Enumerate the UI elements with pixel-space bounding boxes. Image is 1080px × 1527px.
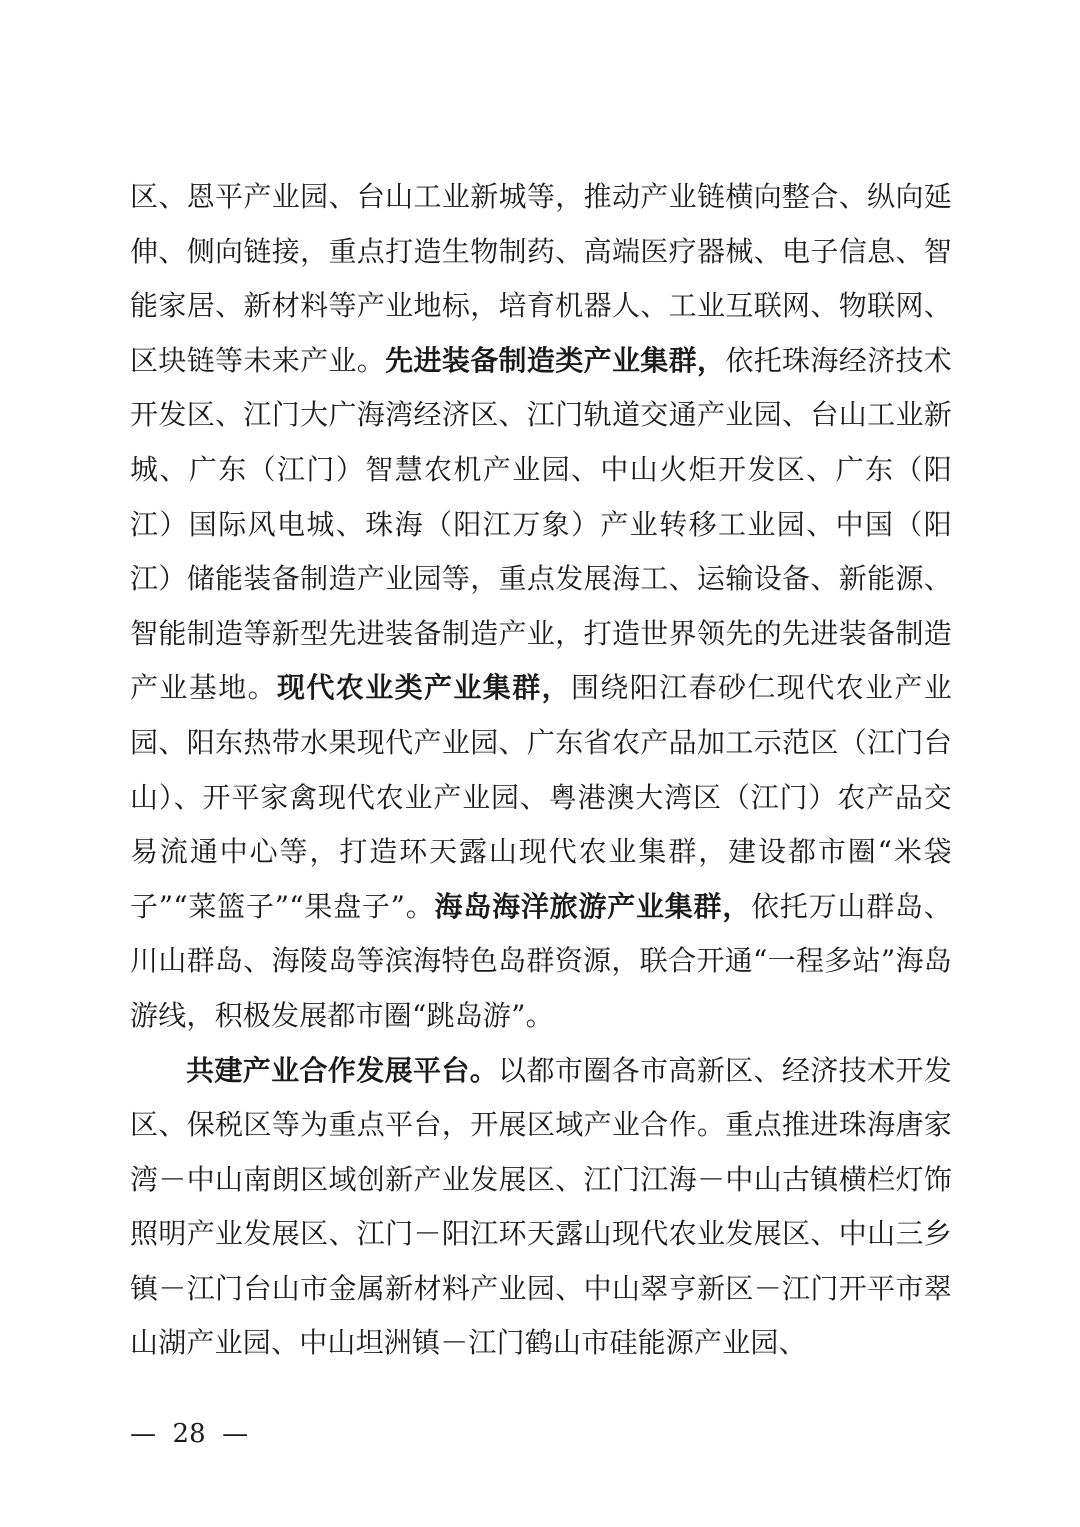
paragraph-1-run-1: 区、恩平产业园、台山工业新城等，推动产业链横向整合、纵向延伸、侧向链接，重点打造生物制药、高端医疗器械、电子信息、智能家居、新材料等产业地标，培育机器人、工业互联网、物联网、区块链等未来产业。 [130,180,952,377]
paragraph-1-run-7: 依托万山群岛、川山群岛、海陵岛等滨海特色岛群资源，联合开通“一程多站”海岛游线，积极发展都市圈“跳岛游”。 [130,889,952,1032]
body-text [130,170,952,1371]
heading-advanced-equipment-cluster: 先进装备制造类产业集群， [385,343,726,377]
paragraph-1-run-5: 围绕阳江春砂仁现代农业产业园、阳东热带水果现代产业园、广东省农产品加工示范区（江门台山）、开平家禽现代农业产业园、粤港澳大湾区（江门）农产品交易流通中心等，打造环天露山现代农业集群，建设都市圈“米袋子”“菜篮子”“果盘子”。 [130,671,952,923]
page-number: — 28 — [130,1419,249,1449]
paragraph-2 [130,1044,952,1372]
paragraph-1-run-3: 依托珠海经济技术开发区、江门大广海湾经济区、江门轨道交通产业园、台山工业新城、广东（江门）智慧农机产业园、中山火炬开发区、广东（阳江）国际风电城、珠海（阳江万象）产业转移工业园、中国（阳江）储能装备制造产业园等，重点发展海工、运输设备、新能源、智能制造等新型先进装备制造产业，打造世界领先的先进装备制造产业基地。 [130,343,953,705]
heading-industry-cooperation-platform: 共建产业合作发展平台。 [186,1053,499,1087]
paragraph-2-run-2: 以都市圈各市高新区、经济技术开发区、保税区等为重点平台，开展区域产业合作。重点推进珠海唐家湾－中山南朗区域创新产业发展区、江门江海－中山古镇横栏灯饰照明产业发展区、江门－阳江环天露山现代农业发展区、中山三乡镇－江门台山市金属新材料产业园、中山翠亨新区－江门开平市翠山湖产业园、中山坦洲镇－江门鹤山市硅能源产业园、 [130,1053,953,1360]
heading-modern-agriculture-cluster: 现代农业类产业集群， [277,671,571,705]
paragraph-1 [130,170,952,1044]
heading-island-tourism-cluster: 海岛海洋旅游产业集群， [434,889,752,923]
